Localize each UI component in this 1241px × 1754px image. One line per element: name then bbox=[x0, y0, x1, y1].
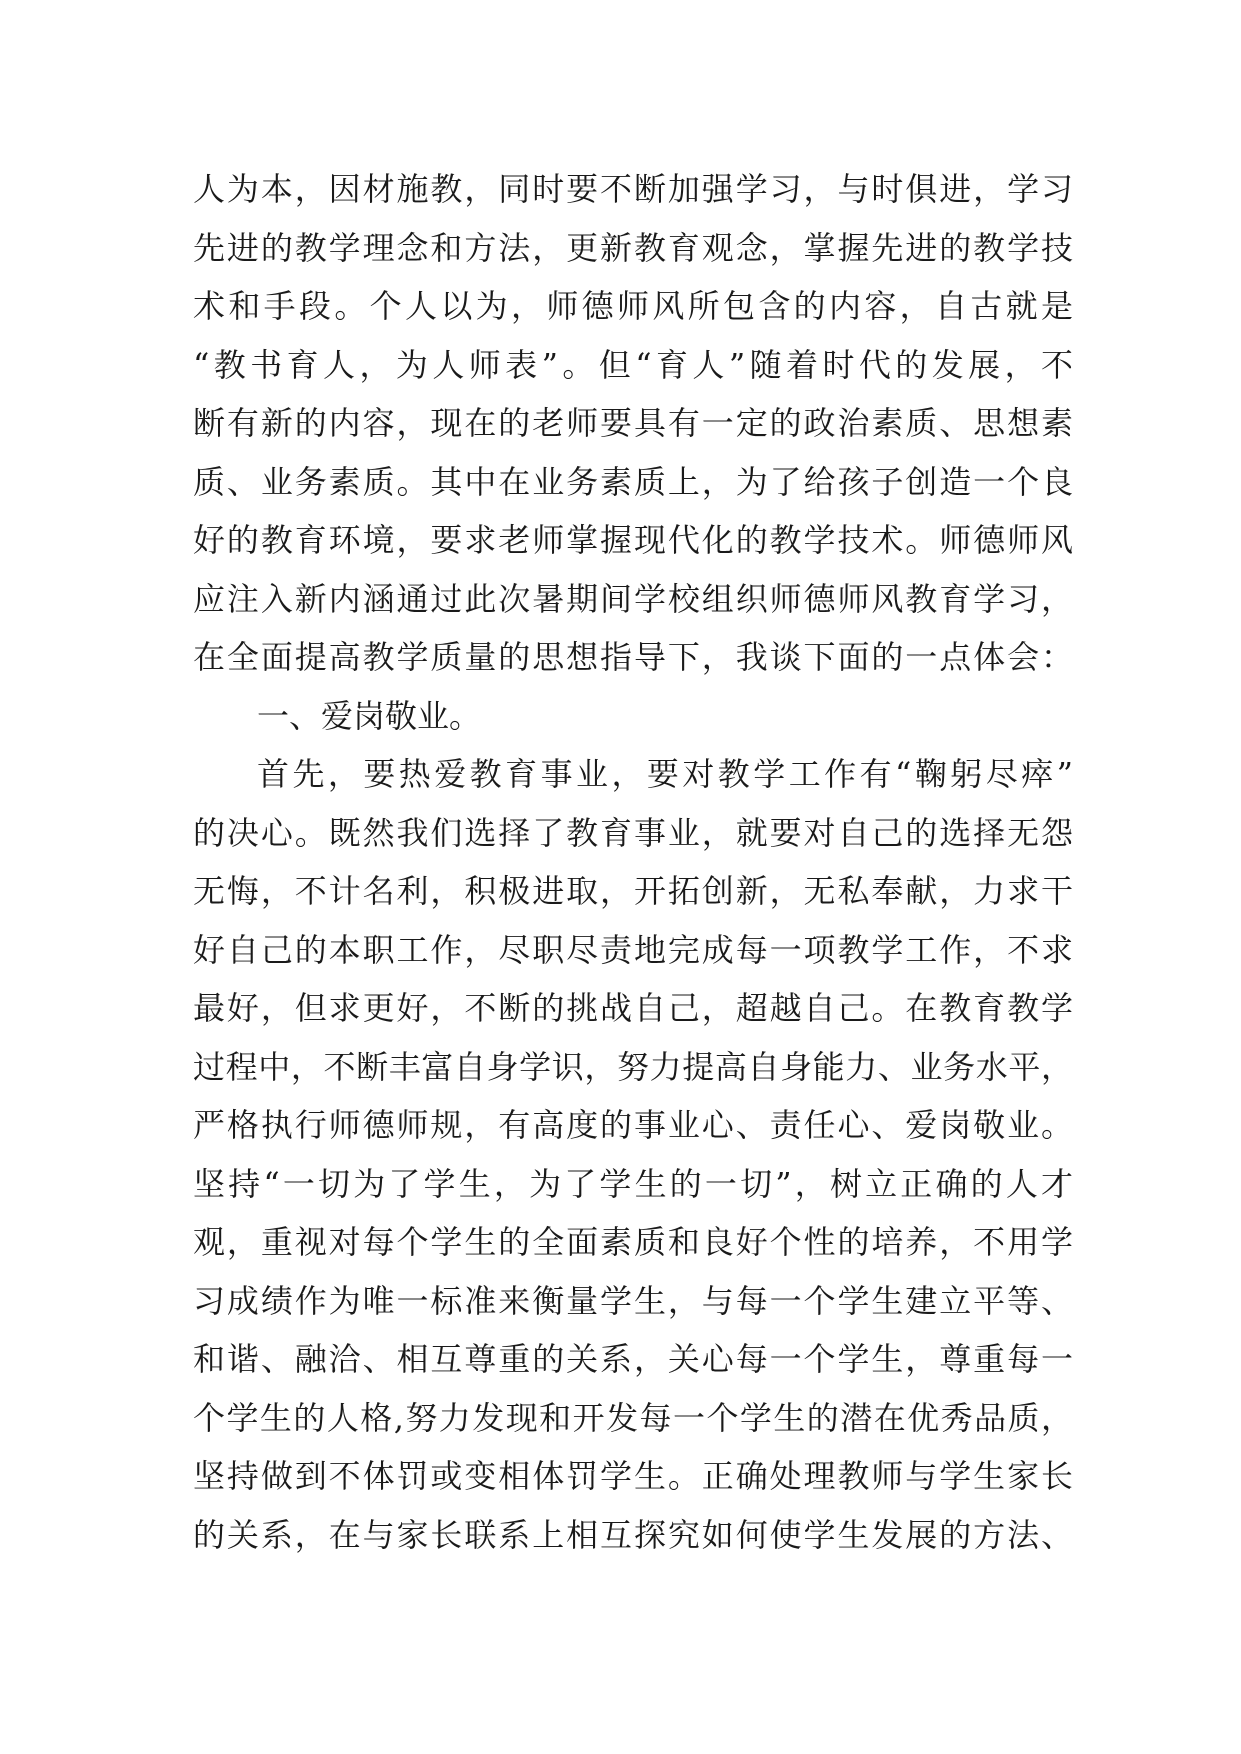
text-line: 好自己的本职工作，尽职尽责地完成每一项教学工作，不求 bbox=[193, 930, 1073, 969]
text-line: 先进的教学理念和方法，更新教育观念，掌握先进的教学技 bbox=[193, 228, 1073, 267]
text-line: 人为本，因材施教，同时要不断加强学习，与时俱进，学习 bbox=[193, 170, 1073, 208]
text-line: 坚持做到不体罚或变相体罚学生。正确处理教师与学生家长 bbox=[193, 1457, 1073, 1495]
text-line: 的关系，在与家长联系上相互探究如何使学生发展的方法、 bbox=[193, 1515, 1073, 1554]
body-text bbox=[193, 160, 1073, 1564]
section-heading: 一、爱岗敬业。 bbox=[257, 696, 482, 735]
text-line: 好的教育环境，要求老师掌握现代化的教学技术。师德师风 bbox=[193, 521, 1073, 559]
text-line: 最好，但求更好，不断的挑战自己，超越自己。在教育教学 bbox=[193, 989, 1073, 1027]
text-line: 个学生的人格,努力发现和开发每一个学生的潜在优秀品质， bbox=[193, 1398, 1073, 1437]
text-line: 在全面提高教学质量的思想指导下，我谈下面的一点体会： bbox=[193, 638, 1073, 676]
paragraph-first-line: 首先，要热爱教育事业，要对教学工作有“鞠躬尽瘁” bbox=[257, 755, 1073, 793]
text-line: 无悔，不计名利，积极进取，开拓创新，无私奉献，力求干 bbox=[193, 872, 1073, 910]
text-line: 术和手段。个人以为，师德师风所包含的内容，自古就是 bbox=[193, 287, 1073, 325]
text-line: 质、业务素质。其中在业务素质上，为了给孩子创造一个良 bbox=[193, 462, 1073, 501]
text-line: 坚持“一切为了学生，为了学生的一切”，树立正确的人才 bbox=[193, 1164, 1073, 1203]
text-line: 观，重视对每个学生的全面素质和良好个性的培养，不用学 bbox=[193, 1223, 1073, 1261]
text-line: 和谐、融洽、相互尊重的关系，关心每一个学生，尊重每一 bbox=[193, 1340, 1073, 1378]
text-line: “教书育人，为人师表”。但“育人”随着时代的发展，不 bbox=[193, 345, 1073, 384]
text-line: 严格执行师德师规，有高度的事业心、责任心、爱岗敬业。 bbox=[193, 1106, 1073, 1144]
text-line: 过程中，不断丰富自身学识，努力提高自身能力、业务水平， bbox=[193, 1047, 1073, 1086]
text-line: 断有新的内容，现在的老师要具有一定的政治素质、思想素 bbox=[193, 404, 1073, 442]
text-line: 的决心。既然我们选择了教育事业，就要对自己的选择无怨 bbox=[193, 813, 1073, 852]
text-line: 应注入新内涵通过此次暑期间学校组织师德师风教育学习， bbox=[193, 579, 1073, 618]
text-line: 习成绩作为唯一标准来衡量学生，与每一个学生建立平等、 bbox=[193, 1281, 1073, 1320]
